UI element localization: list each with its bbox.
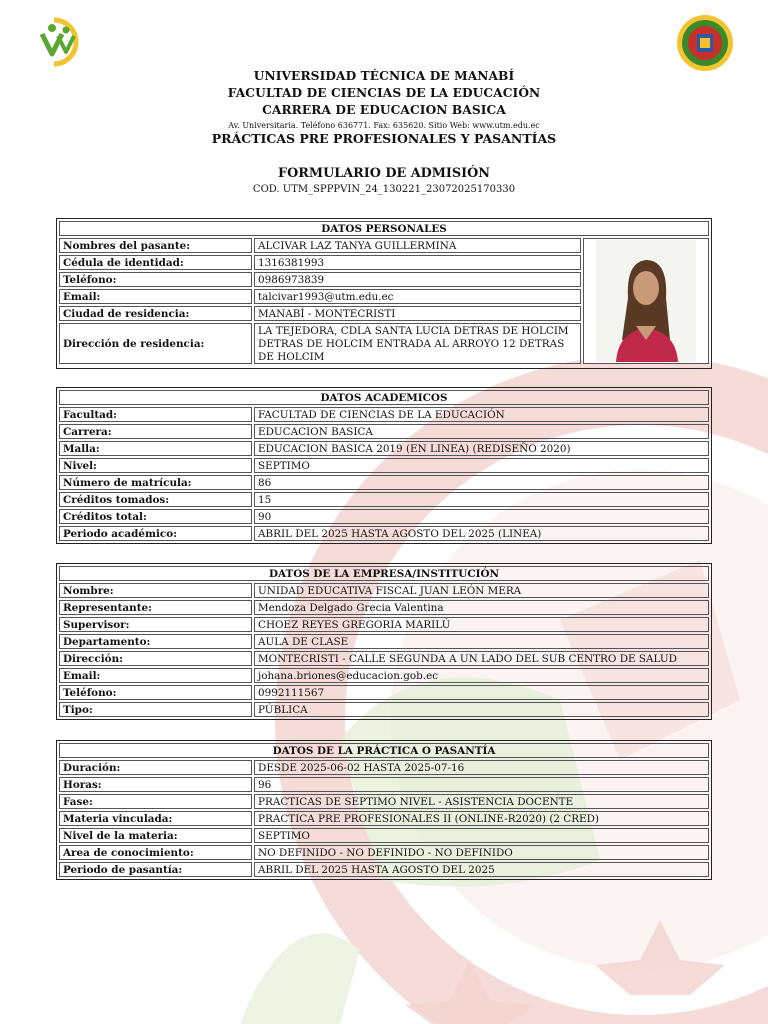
form-title: FORMULARIO DE ADMISIÓN	[278, 166, 490, 181]
career-name: CARRERA DE EDUCACION BASICA	[262, 103, 506, 117]
field-value: PÚBLICA	[254, 702, 709, 717]
document-header	[0, 68, 768, 147]
table-row	[59, 441, 709, 456]
company-data-section	[56, 563, 712, 720]
field-label: Periodo de pasantía:	[59, 862, 252, 877]
field-value: PRACTICAS DE SEPTIMO NIVEL - ASISTENCIA DOCENTE	[254, 794, 709, 809]
university-name: UNIVERSIDAD TÉCNICA DE MANABÍ	[253, 69, 515, 83]
field-value: AULA DE CLASE	[254, 634, 709, 649]
field-label: Nombre:	[59, 583, 252, 598]
personal-data-section	[56, 218, 712, 369]
field-label: Materia vinculada:	[59, 811, 252, 826]
section-title: DATOS PERSONALES	[59, 221, 709, 236]
utm-seal-icon	[676, 14, 734, 72]
faculty-name: FACULTAD DE CIENCIAS DE LA EDUCACIÓN	[227, 86, 541, 100]
field-label: Nivel:	[59, 458, 252, 473]
table-row	[59, 475, 709, 490]
table-row	[59, 862, 709, 877]
field-label: Créditos tomados:	[59, 492, 252, 507]
table-row	[59, 272, 581, 287]
vinculacion-logo-icon	[36, 14, 92, 70]
field-label: Teléfono:	[59, 272, 252, 287]
field-label: Dirección:	[59, 651, 252, 666]
field-value: SEPTIMO	[254, 458, 709, 473]
field-label: Supervisor:	[59, 617, 252, 632]
field-label: Malla:	[59, 441, 252, 456]
field-label: Nivel de la materia:	[59, 828, 252, 843]
field-label: Horas:	[59, 777, 252, 792]
field-label: Area de conocimiento:	[59, 845, 252, 860]
field-label: Cédula de identidad:	[59, 255, 252, 270]
field-value: 90	[254, 509, 709, 524]
field-label: Facultad:	[59, 407, 252, 422]
table-row	[59, 668, 709, 683]
field-value: MANABÍ - MONTECRISTI	[254, 306, 581, 321]
field-value: FACULTAD DE CIENCIAS DE LA EDUCACIÓN	[254, 407, 709, 422]
table-row	[59, 685, 709, 700]
field-value: ALCIVAR LAZ TANYA GUILLERMINA	[254, 238, 581, 253]
field-value: EDUCACION BASICA 2019 (EN LINEA) (REDISEÑO 2020)	[254, 441, 709, 456]
table-row	[59, 845, 709, 860]
field-label: Carrera:	[59, 424, 252, 439]
field-value: talcivar1993@utm.edu.ec	[254, 289, 581, 304]
university-address: Av. Universitaria. Teléfono 636771. Fax: 635620. Sitio Web: www.utm.edu.ec	[228, 121, 540, 130]
field-label: Nombres del pasante:	[59, 238, 252, 253]
field-label: Duración:	[59, 760, 252, 775]
program-title: PRÁCTICAS PRE PROFESIONALES Y PASANTÍAS	[211, 131, 557, 146]
table-row	[59, 323, 581, 364]
field-value: SEPTIMO	[254, 828, 709, 843]
field-label: Teléfono:	[59, 685, 252, 700]
field-value: 1316381993	[254, 255, 581, 270]
table-row	[59, 306, 581, 321]
field-label: Representante:	[59, 600, 252, 615]
table-row	[59, 407, 709, 422]
field-value: Mendoza Delgado Grecia Valentina	[254, 600, 709, 615]
table-row	[59, 424, 709, 439]
field-label: Créditos total:	[59, 509, 252, 524]
field-label: Tipo:	[59, 702, 252, 717]
field-value: UNIDAD EDUCATIVA FISCAL JUAN LEÓN MERA	[254, 583, 709, 598]
field-label: Dirección de residencia:	[59, 323, 252, 364]
student-photo	[583, 238, 709, 364]
academic-data-section	[56, 387, 712, 544]
field-value: DESDE 2025-06-02 HASTA 2025-07-16	[254, 760, 709, 775]
table-row	[59, 828, 709, 843]
field-value: PRACTICA PRE PROFESIONALES II (ONLINE-R2020) (2 CRED)	[254, 811, 709, 826]
field-label: Ciudad de residencia:	[59, 306, 252, 321]
section-title: DATOS DE LA PRÁCTICA O PASANTÍA	[59, 743, 709, 758]
field-value: 86	[254, 475, 709, 490]
field-label: Email:	[59, 289, 252, 304]
field-value: 96	[254, 777, 709, 792]
field-value: johana.briones@educacion.gob.ec	[254, 668, 709, 683]
table-row	[59, 811, 709, 826]
table-row	[59, 600, 709, 615]
field-value: CHOEZ REYES GREGORIA MARILÚ	[254, 617, 709, 632]
field-value: EDUCACION BASICA	[254, 424, 709, 439]
form-code: COD. UTM_SPPPVIN_24_130221_23072025170330	[252, 184, 516, 195]
table-row	[59, 238, 581, 253]
field-value: ABRIL DEL 2025 HASTA AGOSTO DEL 2025	[254, 862, 709, 877]
field-value: ABRIL DEL 2025 HASTA AGOSTO DEL 2025 (LINEA)	[254, 526, 709, 541]
student-photo-avatar	[596, 240, 696, 362]
section-title: DATOS DE LA EMPRESA/INSTITUCIÓN	[59, 566, 709, 581]
field-value: LA TEJEDORA, CDLA SANTA LUCIA DETRAS DE HOLCIM DETRAS DE HOLCIM ENTRADA AL ARROYO 12 DETRAS DE HOLCIM	[254, 323, 581, 364]
table-row	[59, 617, 709, 632]
table-row	[59, 492, 709, 507]
field-label: Email:	[59, 668, 252, 683]
table-row	[59, 289, 581, 304]
table-row	[59, 794, 709, 809]
table-row	[59, 702, 709, 717]
field-label: Fase:	[59, 794, 252, 809]
field-value: 0992111567	[254, 685, 709, 700]
field-label: Número de matrícula:	[59, 475, 252, 490]
table-row	[59, 255, 581, 270]
field-value: NO DEFINIDO - NO DEFINIDO - NO DEFINIDO	[254, 845, 709, 860]
table-row	[59, 583, 709, 598]
field-value: 15	[254, 492, 709, 507]
table-row	[59, 509, 709, 524]
field-value: 0986973839	[254, 272, 581, 287]
table-row	[59, 651, 709, 666]
table-row	[59, 777, 709, 792]
table-row	[59, 526, 709, 541]
section-title: DATOS ACADEMICOS	[59, 390, 709, 405]
field-value: MONTECRISTI - CALLE SEGUNDA A UN LADO DEL SUB CENTRO DE SALUD	[254, 651, 709, 666]
table-row	[59, 760, 709, 775]
practice-data-section	[56, 740, 712, 880]
table-row	[59, 634, 709, 649]
table-row	[59, 458, 709, 473]
field-label: Departamento:	[59, 634, 252, 649]
field-label: Periodo académico:	[59, 526, 252, 541]
